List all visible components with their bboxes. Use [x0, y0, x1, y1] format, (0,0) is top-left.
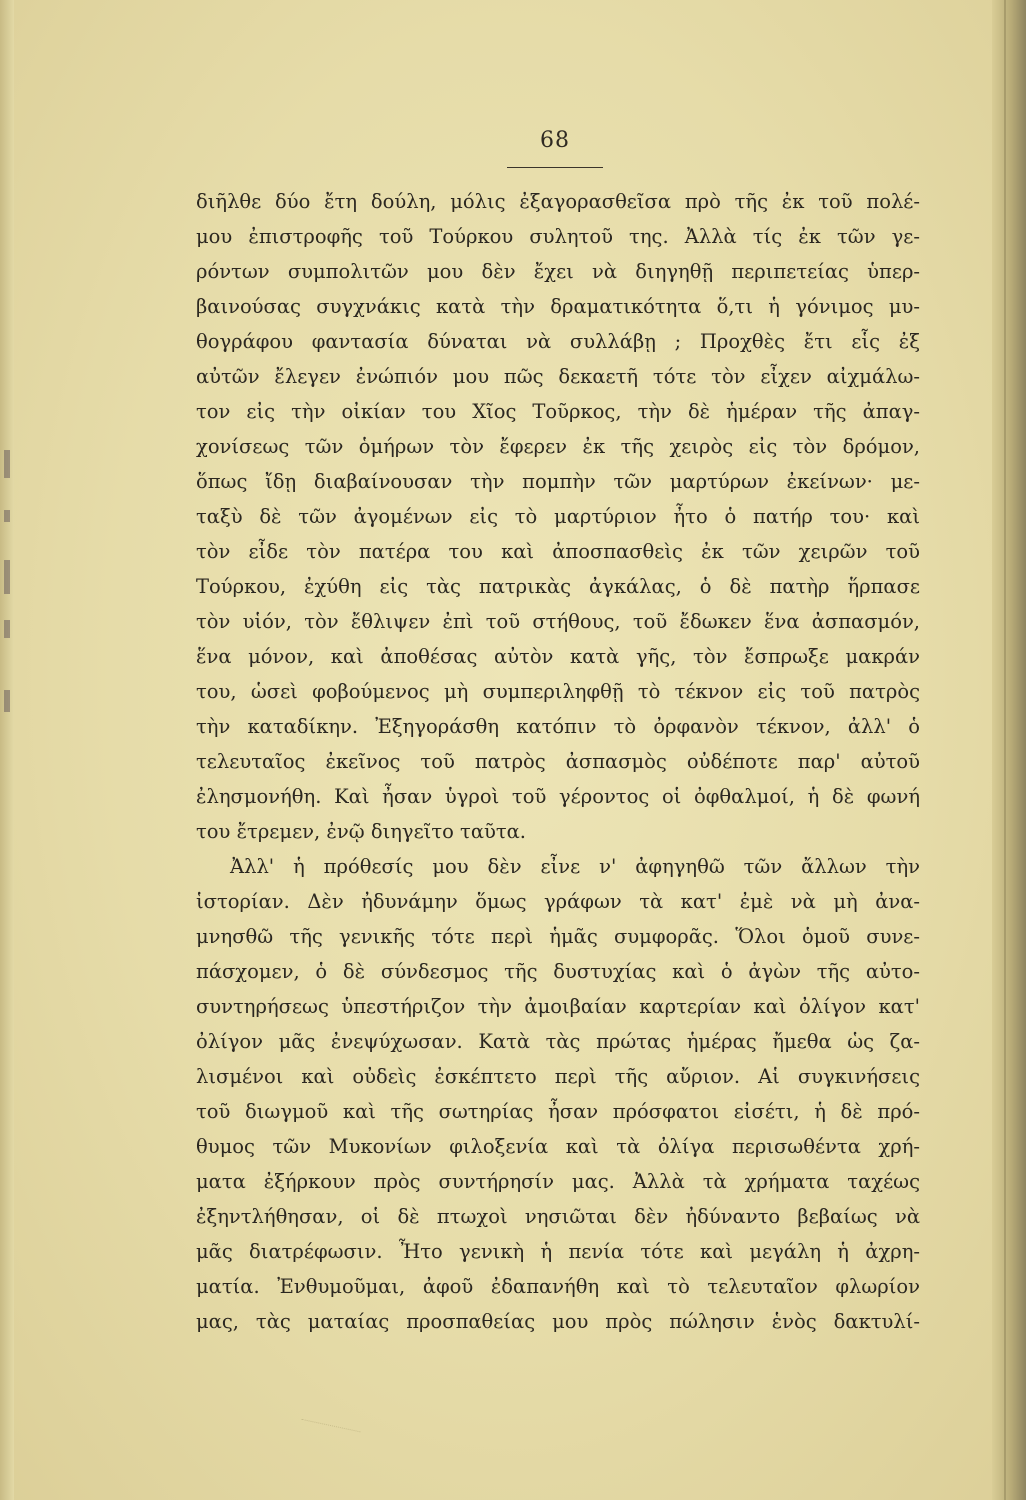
text-line: τοῦ διωγμοῦ καὶ τῆς σωτηρίας ἦσαν πρόσφατοι εἰσέτι, ἡ δὲ πρό- [196, 1100, 920, 1123]
text-line: βαινούσας συγχνάκις κατὰ τὴν δραματικότητα ὅ,τι ἡ γόνιμος μυ- [196, 295, 920, 318]
text-line: μου ἐπιστροφῆς τοῦ Τούρκου συλητοῦ της. Ἀλλὰ τίς ἐκ τῶν γε- [196, 225, 920, 248]
body-text [196, 184, 920, 1339]
text-line: λισμένοι καὶ οὐδεὶς ἐσκέπτετο περὶ τῆς αὔριον. Αἱ συγκινήσεις [196, 1065, 920, 1088]
text-line: χονίσεως τῶν ὁμήρων τὸν ἔφερεν ἐκ τῆς χειρὸς εἰς τὸν δρόμον, [196, 435, 920, 458]
text-line: μᾶς διατρέφωσιν. Ἦτο γενικὴ ἡ πενία τότε καὶ μεγάλη ἡ ἀχρη- [196, 1240, 920, 1263]
text-line: ταξὺ δὲ τῶν ἀγομένων εἰς τὸ μαρτύριον ἦτο ὁ πατήρ του· καὶ [196, 505, 920, 528]
text-line: διῆλθε δύο ἔτη δούλη, μόλις ἐξαγορασθεῖσα πρὸ τῆς ἐκ τοῦ πολέ- [196, 190, 920, 213]
text-line: ματα ἐξήρκουν πρὸς συντήρησίν μας. Ἀλλὰ τὰ χρήματα ταχέως [196, 1170, 920, 1193]
text-line: Τούρκου, ἐχύθη εἰς τὰς πατρικὰς ἀγκάλας, ὁ δὲ πατὴρ ἥρπασε [196, 575, 920, 598]
text-line: ρόντων συμπολιτῶν μου δὲν ἔχει νὰ διηγηθῇ περιπετείας ὑπερ- [196, 260, 920, 283]
paragraph-end-line: του ἔτρεμεν, ἐνῷ διηγεῖτο ταῦτα. [196, 820, 527, 843]
text-line: τὸν υἱόν, τὸν ἔθλιψεν ἐπὶ τοῦ στήθους, τοῦ ἔδωκεν ἕνα ἀσπασμόν, [196, 610, 920, 633]
page-number-rule [507, 167, 603, 168]
text-line: ἕνα μόνον, καὶ ἀποθέσας αὐτὸν κατὰ γῆς, τὸν ἔσπρωξε μακράν [196, 645, 920, 668]
text-line: του, ὡσεὶ φοβούμενος μὴ συμπεριληφθῇ τὸ τέκνον εἰς τοῦ πατρὸς [196, 680, 920, 703]
text-line: θογράφου φαντασία δύναται νὰ συλλάβῃ ; Προχθὲς ἔτι εἷς ἐξ [196, 330, 920, 353]
text-line: ἐξηντλήθησαν, οἱ δὲ πτωχοὶ νησιῶται δὲν ἠδύναντο βεβαίως νὰ [196, 1205, 920, 1228]
text-line: πάσχομεν, ὁ δὲ σύνδεσμος τῆς δυστυχίας καὶ ὁ ἀγὼν τῆς αὐτο- [196, 960, 920, 983]
text-line: συντηρήσεως ὑπεστήριζον τὴν ἀμοιβαίαν καρτερίαν καὶ ὀλίγον κατ' [196, 995, 920, 1018]
text-line: ἱστορίαν. Δὲν ἠδυνάμην ὅμως γράφων τὰ κατ' ἐμὲ νὰ μὴ ἀνα- [196, 890, 920, 913]
page-right-edge [992, 0, 1026, 1500]
text-line: θυμος τῶν Μυκονίων φιλοξενία καὶ τὰ ὀλίγα περισωθέντα χρή- [196, 1135, 920, 1158]
page-smudge [300, 1419, 361, 1442]
paragraph-start-line: Ἀλλ' ἡ πρόθεσίς μου δὲν εἶνε ν' ἀφηγηθῶ τῶν ἄλλων τὴν [230, 855, 920, 878]
text-line: τον εἰς τὴν οἰκίαν του Χῖος Τοῦρκος, τὴν δὲ ἡμέραν τῆς ἀπαγ- [196, 400, 920, 423]
text-line: τὸν εἶδε τὸν πατέρα του καὶ ἀποσπασθεὶς ἐκ τῶν χειρῶν τοῦ [196, 540, 920, 563]
page-fold-line [1004, 0, 1006, 1500]
text-line: τελευταῖος ἐκεῖνος τοῦ πατρὸς ἀσπασμὸς οὐδέποτε παρ' αὐτοῦ [196, 750, 920, 773]
text-line: μνησθῶ τῆς γενικῆς τότε περὶ ἡμᾶς συμφορᾶς. Ὅλοι ὁμοῦ συνε- [196, 925, 920, 948]
page-number: 68 [540, 128, 570, 153]
text-line: ματία. Ἐνθυμοῦμαι, ἀφοῦ ἐδαπανήθη καὶ τὸ τελευταῖον φλωρίον [196, 1275, 920, 1298]
text-line: αὐτῶν ἔλεγεν ἐνώπιόν μου πῶς δεκαετῆ τότε τὸν εἶχεν αἰχμάλω- [196, 365, 920, 388]
text-line: ἐλησμονήθη. Καὶ ἦσαν ὑγροὶ τοῦ γέροντος οἱ ὀφθαλμοί, ἡ δὲ φωνή [196, 785, 920, 808]
page-left-edge [0, 0, 14, 1500]
text-line: μας, τὰς ματαίας προσπαθείας μου πρὸς πώλησιν ἑνὸς δακτυλί- [196, 1310, 920, 1333]
text-line: ὀλίγον μᾶς ἐνεψύχωσαν. Κατὰ τὰς πρώτας ἡμέρας ἤμεθα ὡς ζα- [196, 1030, 920, 1053]
text-line: ὅπως ἴδῃ διαβαίνουσαν τὴν πομπὴν τῶν μαρτύρων ἐκείνων· με- [196, 470, 920, 493]
binding-marks [4, 450, 12, 730]
text-line: τὴν καταδίκην. Ἐξηγοράσθη κατόπιν τὸ ὀρφανὸν τέκνον, ἀλλ' ὁ [196, 715, 920, 738]
